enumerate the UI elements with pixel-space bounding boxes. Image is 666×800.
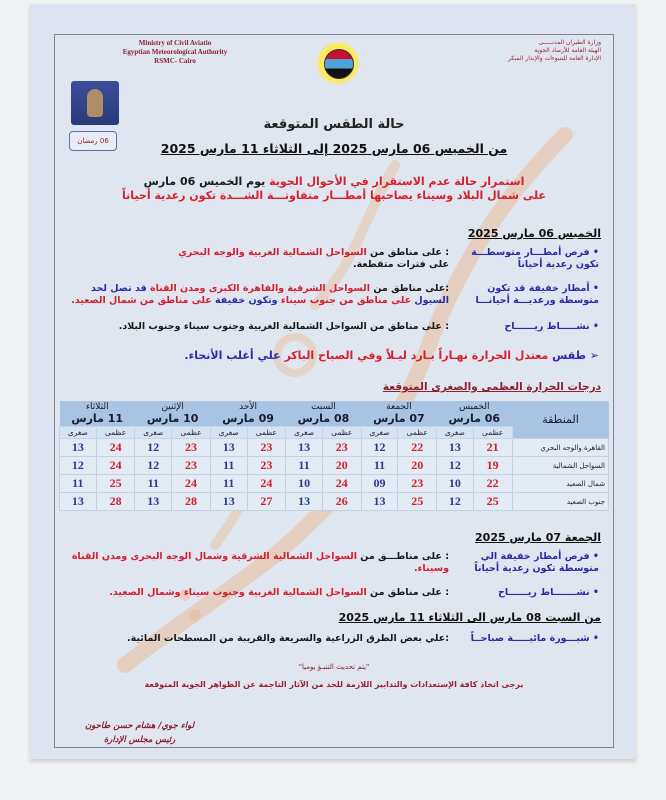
lantern-icon bbox=[87, 89, 103, 117]
min-temp-cell: 12 bbox=[361, 439, 398, 457]
min-header: صغرى bbox=[361, 427, 398, 439]
min-temp-cell: 13 bbox=[60, 439, 97, 457]
header-line: الإدارة العامة للتنبوءات والإنذار المبكر bbox=[508, 55, 601, 62]
min-temp-cell: 12 bbox=[135, 439, 172, 457]
forecast-label: • نشـــــاط ريــــــاح bbox=[459, 321, 599, 333]
max-temp-cell: 24 bbox=[96, 439, 135, 457]
forecast-label: • فرص أمطار خفيفة الي متوسطة تكون رعدية أحياناً bbox=[459, 551, 599, 575]
min-temp-cell: 11 bbox=[60, 475, 97, 493]
min-temp-cell: 11 bbox=[361, 457, 398, 475]
min-temp-cell: 12 bbox=[135, 457, 172, 475]
document-sheet bbox=[30, 4, 636, 759]
authority-name-english bbox=[75, 39, 275, 66]
max-temp-cell: 22 bbox=[473, 475, 512, 493]
min-temp-cell: 13 bbox=[361, 493, 398, 511]
alert-summary bbox=[65, 175, 603, 203]
ema-logo bbox=[316, 41, 360, 85]
min-temp-cell: 12 bbox=[437, 457, 474, 475]
max-temp-cell: 23 bbox=[398, 475, 437, 493]
min-header: صغرى bbox=[135, 427, 172, 439]
forecast-label: • نشـــــــاط ريــــــاح bbox=[459, 587, 599, 599]
header-line: RSMC- Cairo bbox=[154, 57, 196, 65]
bulletin-frame bbox=[54, 34, 614, 748]
min-temp-cell: 13 bbox=[135, 493, 172, 511]
max-temp-cell: 28 bbox=[172, 493, 211, 511]
min-temp-cell: 10 bbox=[437, 475, 474, 493]
day-header: الجمعة 07 مارس bbox=[361, 401, 436, 427]
min-temp-cell: 12 bbox=[60, 457, 97, 475]
max-temp-cell: 25 bbox=[96, 475, 135, 493]
forecast-item bbox=[65, 587, 599, 601]
section-heading-thursday: الخميس 06 مارس 2025 bbox=[467, 227, 601, 240]
header-line: Egyptian Meteorological Authority bbox=[122, 48, 228, 56]
min-temp-cell: 13 bbox=[437, 439, 474, 457]
max-temp-cell: 23 bbox=[247, 439, 286, 457]
forecast-label: • فرص أمطـــار متوسطـــة تكون رعدية أحياناً bbox=[459, 247, 599, 271]
max-header: عظمى bbox=[96, 427, 135, 439]
arrow-icon: ➢ bbox=[589, 349, 599, 362]
update-note: "يتم تحديث التنبـؤ يوميا" bbox=[298, 663, 370, 671]
authority-name-arabic bbox=[421, 39, 601, 63]
region-column-header: المنطقة bbox=[512, 401, 609, 439]
max-temp-cell: 27 bbox=[247, 493, 286, 511]
max-temp-cell: 24 bbox=[96, 457, 135, 475]
max-temp-cell: 24 bbox=[172, 475, 211, 493]
forecast-text: : على مناطق من السواحل الشمالية الغربية والوجه البحري على فترات متقطعة. bbox=[178, 247, 449, 270]
forecast-item bbox=[65, 551, 599, 579]
region-cell: شمال الصعيد bbox=[512, 475, 609, 493]
min-temp-cell: 11 bbox=[210, 475, 247, 493]
max-temp-cell: 23 bbox=[172, 439, 211, 457]
max-temp-cell: 19 bbox=[473, 457, 512, 475]
table-row bbox=[60, 457, 609, 475]
min-header: صغرى bbox=[60, 427, 97, 439]
alert-text: استمرار حالة عدم الاستقرار في الأحوال الجوية bbox=[269, 175, 525, 188]
max-header: عظمى bbox=[398, 427, 437, 439]
advice-text: يرجى اتخاذ كافة الإستعدادات والتدابير اللازمة للحد من الآثار الناجمة عن الظواهر الجوية المتوقعة bbox=[144, 680, 524, 689]
forecast-text: : على مناطق من السواحل الشمالية الغربية وجنوب سيناء وشمال الصعيد. bbox=[109, 587, 449, 598]
alert-text: يوم الخميس 06 مارس bbox=[143, 175, 266, 188]
day-header: الإثنين 10 مارس bbox=[135, 401, 210, 427]
forecast-item bbox=[65, 247, 599, 275]
max-header: عظمى bbox=[247, 427, 286, 439]
forecast-label: • شبـــورة مائيـــــة صباحــاً bbox=[459, 633, 599, 645]
min-temp-cell: 13 bbox=[60, 493, 97, 511]
min-header: صغرى bbox=[210, 427, 247, 439]
header-line: Ministry of Civil Aviatio bbox=[138, 39, 212, 47]
signature-name: لواء جوي/ هشام حسن طاحون bbox=[85, 721, 195, 731]
signature-title: رئيس مجلس الإدارة bbox=[103, 735, 176, 745]
alert-text: على شمال البلاد وسيناء يصاحبها أمطـــار متفاوتـــة الشـــدة تكون رعدية أحياناً bbox=[122, 189, 546, 202]
min-temp-cell: 11 bbox=[135, 475, 172, 493]
temperature-table-heading: درجات الحرارة العظمى والصغرى المتوقعة bbox=[382, 381, 601, 393]
min-temp-cell: 13 bbox=[210, 439, 247, 457]
forecast-item bbox=[65, 283, 599, 311]
temperature-table bbox=[59, 401, 609, 511]
region-cell: القاهرة والوجه البحري bbox=[512, 439, 609, 457]
max-temp-cell: 25 bbox=[398, 493, 437, 511]
table-row bbox=[60, 475, 609, 493]
max-temp-cell: 21 bbox=[473, 439, 512, 457]
min-temp-cell: 13 bbox=[210, 493, 247, 511]
header-line: وزارة الطيران المدنـــــى bbox=[538, 39, 601, 46]
max-temp-cell: 20 bbox=[322, 457, 361, 475]
max-temp-cell: 26 bbox=[322, 493, 361, 511]
forecast-item bbox=[65, 321, 599, 335]
forecast-item bbox=[65, 633, 599, 647]
max-temp-cell: 23 bbox=[247, 457, 286, 475]
forecast-text: : على مناطق من السواحل الشمالية الغربية وجنوب سيناء وجنوب البلاد. bbox=[118, 321, 449, 332]
region-cell: جنوب الصعيد bbox=[512, 493, 609, 511]
min-temp-cell: 11 bbox=[286, 457, 323, 475]
forecast-text: :على مناطق من السواحل الشرقية والقاهرة الكبرى ومدن القناة قد تصل لحد السيول على مناطق من جنوب سيناء وتكون خفيفة على مناطق من شمال الصعيد. bbox=[71, 283, 449, 306]
max-temp-cell: 25 bbox=[473, 493, 512, 511]
min-temp-cell: 11 bbox=[210, 457, 247, 475]
max-header: عظمى bbox=[172, 427, 211, 439]
min-temp-cell: 12 bbox=[437, 493, 474, 511]
day-header: السبت 08 مارس bbox=[286, 401, 361, 427]
forecast-text: : على مناطـــق من السواحل الشمالية الشرقية وشمال الوجه البحرى ومدن القناة وسيناء. bbox=[71, 551, 449, 574]
max-header: عظمى bbox=[473, 427, 512, 439]
max-temp-cell: 20 bbox=[398, 457, 437, 475]
max-temp-cell: 23 bbox=[172, 457, 211, 475]
page-title: حالة الطقس المتوقعة bbox=[263, 117, 405, 132]
day-header: الأحد 09 مارس bbox=[210, 401, 285, 427]
min-temp-cell: 10 bbox=[286, 475, 323, 493]
min-temp-cell: 09 bbox=[361, 475, 398, 493]
day-header: الثلاثاء 11 مارس bbox=[60, 401, 135, 427]
ramadan-date-badge: 06 رمضان bbox=[69, 131, 117, 151]
table-row bbox=[60, 439, 609, 457]
region-cell: السواحل الشمالية bbox=[512, 457, 609, 475]
max-temp-cell: 22 bbox=[398, 439, 437, 457]
logo-emblem-icon bbox=[324, 49, 354, 79]
max-temp-cell: 24 bbox=[322, 475, 361, 493]
max-temp-cell: 24 bbox=[247, 475, 286, 493]
min-temp-cell: 13 bbox=[286, 493, 323, 511]
signature bbox=[85, 719, 194, 747]
table-row bbox=[60, 493, 609, 511]
max-temp-cell: 28 bbox=[96, 493, 135, 511]
day-header: الخميس 06 مارس bbox=[437, 401, 512, 427]
max-header: عظمى bbox=[322, 427, 361, 439]
header-line: الهيئة العامة للأرصاد الجوية bbox=[534, 47, 601, 54]
max-temp-cell: 23 bbox=[322, 439, 361, 457]
section-heading-sat-tue: من السبت 08 مارس الى الثلاثاء 11 مارس 2025 bbox=[338, 611, 601, 624]
forecast-label: • أمطار خفيفة قد تكون متوسطة ورعديـــة أحيانـــا bbox=[459, 283, 599, 307]
min-temp-cell: 13 bbox=[286, 439, 323, 457]
min-header: صغرى bbox=[286, 427, 323, 439]
forecast-text: :علي بعض الطرق الزراعية والسريعة والقريبة من المسطحات المائية. bbox=[127, 633, 449, 644]
temperature-note: ➢ طقس معتدل الحرارة نهـاراً بـارد ليـلاً وفي الصباح الباكر علي أغلب الأنحاء. bbox=[184, 349, 599, 362]
forecast-period: من الخميس 06 مارس 2025 إلى الثلاثاء 11 مارس 2025 bbox=[160, 141, 508, 156]
section-heading-friday: الجمعة 07 مارس 2025 bbox=[475, 531, 601, 544]
min-header: صغرى bbox=[437, 427, 474, 439]
